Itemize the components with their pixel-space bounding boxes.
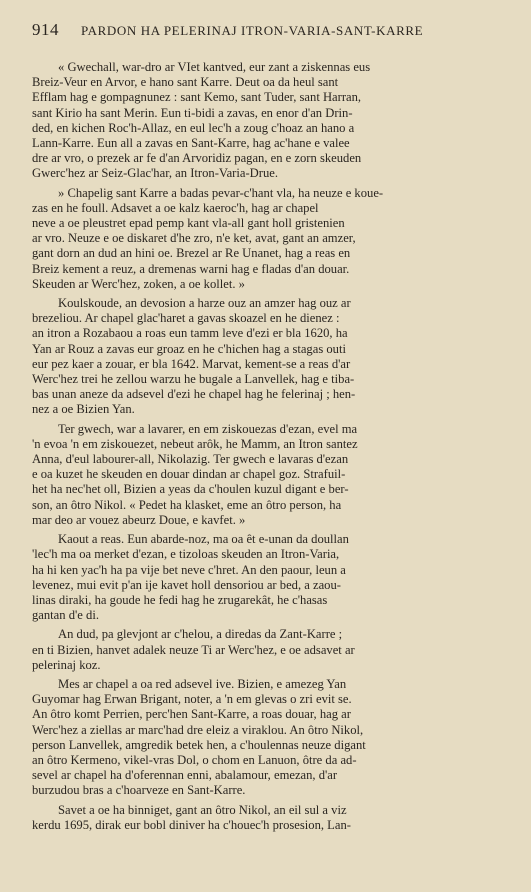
text-line: Lann-Karre. Eun all a zavas en Sant-Karre, hag ac'hane e valee bbox=[32, 136, 350, 151]
text-line: zas en he foull. Adsavet a oe kalz kaeroc'h, hag ar chapel bbox=[32, 200, 319, 215]
text-line: Mes ar chapel a oa red adsevel ive. Bizien, e amezeg Yan bbox=[58, 676, 347, 691]
text-line: pelerinaj koz. bbox=[32, 657, 101, 672]
text-line: Guyomar hag Erwan Brigant, noter, a 'n em glevas o zri evit se. bbox=[32, 692, 352, 707]
text-line: « Gwechall, war-dro ar VIet kantved, eur zant a ziskennas eus bbox=[58, 60, 371, 74]
text-line: Anna, d'eul labourer-all, Nikolazig. Ter gwech e lavaras d'ezan bbox=[32, 452, 349, 467]
text-line: sevel ar chapel ha d'oferennan enni, abalamour, emezan, d'ar bbox=[32, 768, 338, 783]
text-line: Werc'hez trei he zellou warzu he bugale a Lanvellek, hag e tiba- bbox=[32, 372, 355, 387]
text-line: eur pez kaer a zouar, er bla 1642. Marvat, kement-se a reas d'ar bbox=[32, 356, 351, 371]
text-line: Savet a oe ha binniget, gant an ôtro Nikol, an eil sul a viz bbox=[58, 802, 347, 817]
page-header bbox=[32, 20, 517, 40]
text-line: » Chapelig sant Karre a badas pevar-c'hant vla, ha neuze e koue- bbox=[58, 185, 384, 200]
text-line: Gwerc'hez ar Seiz-Glac'har, an Itron-Varia-Drue. bbox=[32, 166, 278, 181]
text-line: Kaout a reas. Eun abarde-noz, ma oa êt e-unan da doullan bbox=[58, 532, 349, 547]
page-number: 914 bbox=[32, 20, 59, 39]
text-line: an ôtro Kermeno, vikel-vras Dol, o chom en Lanuon, ôtre da ad- bbox=[32, 752, 357, 767]
text-line: An dud, pa glevjont ar c'helou, a diredas da Zant-Karre ; bbox=[58, 627, 343, 642]
text-line: ded, en kichen Roc'h-Allaz, en eul lec'h a zoug c'hoaz an hano a bbox=[32, 120, 355, 135]
text-line: 'lec'h ma oa merket d'ezan, e tizoloas skeuden an Itron-Varia, bbox=[32, 547, 340, 562]
text-line: An ôtro komt Perrien, perc'hen Sant-Karre, a roas douar, hag ar bbox=[32, 707, 351, 722]
text-line: nez a oe Bizien Yan. bbox=[32, 402, 135, 417]
text-line: burzudou bras a c'hoarveze en Sant-Karre. bbox=[32, 783, 246, 798]
text-line: Koulskoude, an devosion a harze ouz an amzer hag ouz ar bbox=[58, 296, 351, 311]
text-line: levenez, mui evit p'an ije kavet holl densoriou ar bed, a zaou- bbox=[32, 577, 341, 592]
body-text bbox=[32, 60, 517, 833]
text-line: Werc'hez a ziellas ar marc'had dre eleiz a viraklou. An ôtro Nikol, bbox=[32, 722, 364, 737]
text-line: linas diraki, ha goude he fedi hag he zrugarekât, he c'hasas bbox=[32, 592, 328, 607]
text-line: e oa kuzet he skeuden en douar dindan ar chapel goz. Strafuil- bbox=[32, 467, 346, 482]
paragraph bbox=[32, 60, 517, 182]
running-title: PARDON HA PELERINAJ ITRON-VARIA-SANT-KARRE bbox=[81, 23, 424, 38]
text-line: gantan d'e di. bbox=[32, 608, 99, 623]
text-line: ha hi ken yac'h ha pa vije bet neve c'hret. An den paour, leun a bbox=[32, 562, 346, 577]
paragraph bbox=[32, 677, 517, 799]
text-line: kerdu 1695, dirak eur bobl diniver ha c'houec'h prosesion, Lan- bbox=[32, 817, 351, 832]
text-line: neve a oe pleustret epad pemp kant vla-all gant holl gristenien bbox=[32, 216, 345, 231]
text-line: Breiz-Veur en Arvor, e hano sant Karre. Deut oa da heul sant bbox=[32, 75, 339, 90]
text-line: bas unan aneze da adsevel d'ezi he chapel hag he felerinaj ; hen- bbox=[32, 387, 356, 402]
text-line: en ti Bizien, hanvet adalek neuze Ti ar Werc'hez, e oe adsavet ar bbox=[32, 642, 355, 657]
text-line: person Lanvellek, amgredik betek hen, a c'houlennas neuze digant bbox=[32, 737, 366, 752]
text-line: Yan ar Rouz a zavas eur groaz en he c'hichen hag a stagas outi bbox=[32, 341, 346, 356]
text-line: an itron a Rozabaou a roas eun tamm leve d'ezi er bla 1620, ha bbox=[32, 326, 348, 341]
paragraph bbox=[32, 186, 517, 292]
paragraph bbox=[32, 422, 517, 528]
text-line: mar deo ar vouez abeurz Doue, e kavfet. » bbox=[32, 512, 246, 527]
text-line: Ter gwech, war a lavarer, en em ziskouezas d'ezan, evel ma bbox=[58, 421, 358, 436]
text-line: 'n evoa 'n em ziskouezet, nebeut arôk, he Mamm, an Itron santez bbox=[32, 436, 358, 451]
text-line: brezeliou. Ar chapel glac'haret a gavas skoazel en he dienez : bbox=[32, 311, 340, 326]
text-line: Breiz kement a reuz, a dremenas warni hag e fladas d'an douar. bbox=[32, 261, 350, 276]
text-line: son, an ôtro Nikol. « Pedet ha klasket, eme an ôtro person, ha bbox=[32, 497, 342, 512]
paragraph bbox=[32, 627, 517, 673]
text-line: sant Kirio ha sant Merin. Eun ti-bidi a zavas, en enor d'an Drin- bbox=[32, 105, 353, 120]
paragraph bbox=[32, 532, 517, 623]
paragraph bbox=[32, 803, 517, 833]
text-line: dre ar vro, o prezek ar fe d'an Arvoridiz pagan, en e zorn skeuden bbox=[32, 151, 362, 166]
text-line: Efflam hag e gompagnunez : sant Kemo, sant Tuder, sant Harran, bbox=[32, 90, 362, 105]
text-line: het ha nec'het oll, Bizien a yeas da c'houlen kuzul digant e ber- bbox=[32, 482, 349, 497]
paragraph bbox=[32, 296, 517, 418]
text-line: gant dorn an dud an hini oe. Brezel ar Re Unanet, hag a reas en bbox=[32, 246, 351, 261]
text-line: Skeuden ar Werc'hez, zoken, a oe kollet. » bbox=[32, 276, 245, 291]
text-line: ar vro. Neuze e oe diskaret d'he zro, n'e ket, avat, gant an amzer, bbox=[32, 231, 356, 246]
